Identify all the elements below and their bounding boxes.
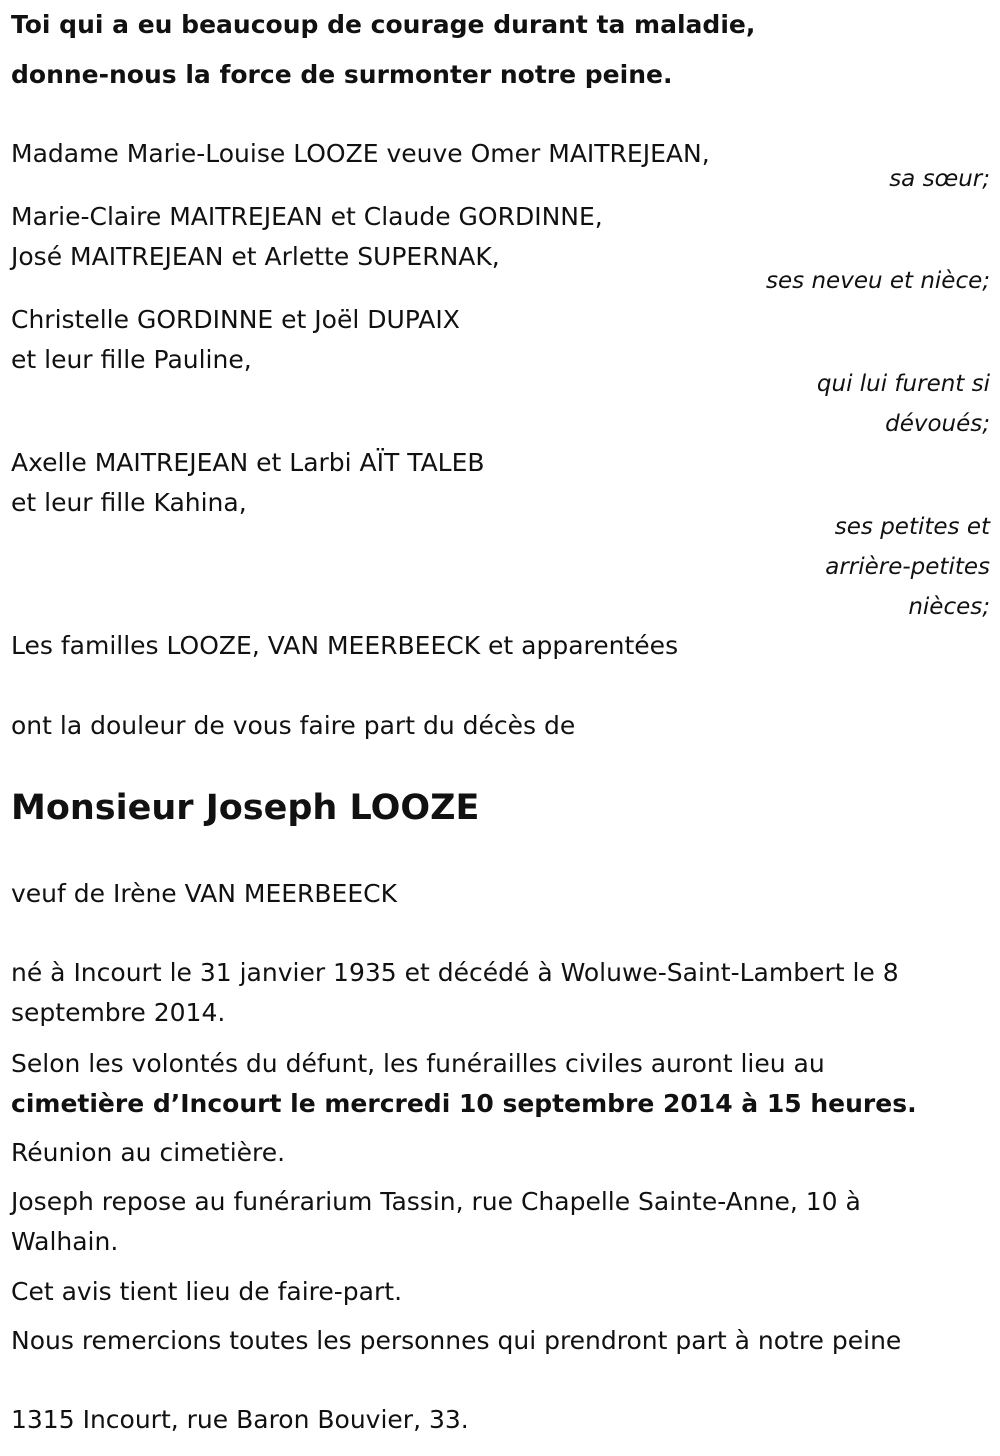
epigraph-line-2: donne-nous la force de surmonter notre peine.	[11, 60, 673, 89]
grandniece-line-2: et leur fille Kahina,	[11, 488, 247, 517]
families-line: Les familles LOOZE, VAN MEERBEECK et apparentées	[11, 631, 679, 660]
funeral-line-2: cimetière d’Incourt le mercredi 10 septembre 2014 à 15 heures.	[11, 1089, 917, 1118]
devoted-line-2: et leur fille Pauline,	[11, 345, 252, 374]
announcement: ont la douleur de vous faire part du décès de	[11, 711, 576, 740]
deceased-name: Monsieur Joseph LOOZE	[11, 788, 480, 828]
birth-death-line-2: septembre 2014.	[11, 998, 226, 1027]
grandniece-relation-2: arrière-petites	[825, 554, 990, 580]
meeting-line: Réunion au cimetière.	[11, 1138, 286, 1167]
spouse-line: veuf de Irène VAN MEERBEECK	[11, 879, 397, 908]
grandniece-relation-1: ses petites et	[834, 514, 990, 540]
birth-death-line-1: né à Incourt le 31 janvier 1935 et décédé à Woluwe-Saint-Lambert le 8	[11, 958, 899, 987]
nephew-line-1: Marie-Claire MAITREJEAN et Claude GORDINNE,	[11, 202, 603, 231]
address-line: 1315 Incourt, rue Baron Bouvier, 33.	[11, 1405, 469, 1434]
notice-line: Cet avis tient lieu de faire-part.	[11, 1277, 403, 1306]
grandniece-line-1: Axelle MAITREJEAN et Larbi AÏT TALEB	[11, 448, 485, 477]
devoted-relation-1: qui lui furent si	[816, 371, 990, 397]
thanks-line: Nous remercions toutes les personnes qui prendront part à notre peine	[11, 1326, 902, 1355]
rest-line-2: Walhain.	[11, 1227, 119, 1256]
devoted-line-1: Christelle GORDINNE et Joël DUPAIX	[11, 305, 460, 334]
nephew-relation: ses neveu et nièce;	[766, 268, 990, 294]
nephew-line-2: José MAITREJEAN et Arlette SUPERNAK,	[11, 242, 500, 271]
sister-name: Madame Marie-Louise LOOZE veuve Omer MAITREJEAN,	[11, 139, 710, 168]
sister-relation: sa sœur;	[889, 166, 990, 192]
rest-line-1: Joseph repose au funérarium Tassin, rue Chapelle Sainte-Anne, 10 à	[11, 1187, 861, 1216]
devoted-relation-2: dévoués;	[885, 411, 990, 437]
funeral-line-1: Selon les volontés du défunt, les funérailles civiles auront lieu au	[11, 1049, 825, 1078]
grandniece-relation-3: nièces;	[908, 594, 990, 620]
epigraph-line-1: Toi qui a eu beaucoup de courage durant ta maladie,	[11, 10, 756, 39]
